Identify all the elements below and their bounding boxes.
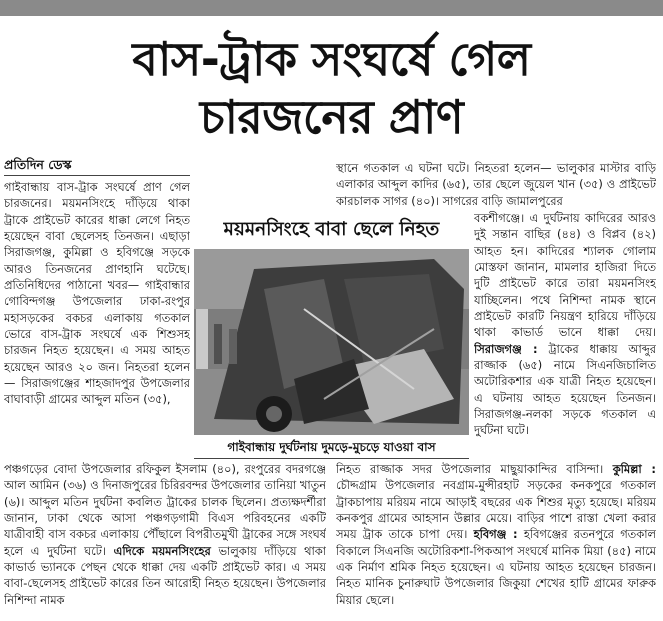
bottom-right-bold-habiganj: হবিগঞ্জ : (473, 527, 518, 542)
headline-line1: বাস-ট্রাক সংঘর্ষে গেল (132, 32, 531, 86)
col3-paragraph (474, 210, 656, 439)
headline-line2: চারজনের প্রাণ (199, 90, 464, 144)
photo-caption: গাইবান্ধায় দুর্ঘটনায় দুমড়ে-মুচড়ে যাওয়া বাস (227, 440, 436, 454)
article-column-3 (474, 210, 656, 455)
col2top-text: স্থানে গতকাল এ ঘটনা ঘটে। নিহতরা হলেন— ভালুকার মাস্টার বাড়ি এলাকার আব্দুল কাদির (৬৫), তার ছেলে জুয়েল খান (৩৫) ও প্রাইভেট কারচালক সাগর (৪০)। সাগরের বাড়ি জামালপুরের (336, 161, 656, 208)
caption-divider (194, 458, 469, 459)
col3-text: বকশীগঞ্জে। এ দুর্ঘটনায় কাদিরের আরও দুই সন্তান বাছির (৪৪) ও বিপ্লব (৪২) আহত হন। কাদিরের শ্যালক গোলাম মোস্তফা জানান, মামলার হাজিরা দিতে দুটি প্রাইভেট কারে তারা ময়মনসিংহ যাচ্ছিলেন। পথে নিশিন্দা নামক স্থানে প্রাইভেট কারটি নিয়ন্ত্রণ হারিয়ে দাঁড়িয়ে থাকা কাভার্ড ভানে ধাক্কা দেয়। (474, 211, 656, 340)
byline: প্রতিদিন ডেস্ক (4, 157, 72, 172)
subheadline: ময়মনসিংহে বাবা ছেলে নিহত (223, 219, 440, 240)
col3-bold-sirajganj: সিরাজগঞ্জ : (474, 341, 538, 356)
headline (0, 30, 663, 146)
bottom-right-text: নিহত রাজ্জাক সদর উপজেলার মাছুয়াকান্দির বাসিন্দা। (336, 462, 604, 476)
article-column-1 (4, 179, 190, 457)
bottom-right-text2: চৌদ্দগ্রাম উপজেলার নবগ্রাম-মুন্সীরহাট সড়কের কনকপুরে গতকাল ট্রাকচাপায় মরিয়ম নামে আড়াই বছরের এক শিশুর মৃত্যু হয়েছে। মরিয়ম কনকপুর গ্রামের আহসান উল্লার মেয়ে। বাড়ির পাশে রাস্তা খেলা করার সময় ট্রাক তাকে চাপা দেয়। (336, 478, 656, 542)
top-bar (0, 0, 663, 16)
bottom-left-bold: এদিকে ময়মনসিংহের (113, 543, 211, 558)
bottom-right-paragraph (336, 461, 656, 608)
article-column-2-top (336, 160, 656, 208)
bottom-left-text: পঞ্চগড়ের বোদা উপজেলার রফিকুল ইসলাম (৪০), রংপুরের বদরগঞ্জে আল আমিন (৩৬) ও দিনাজপুরের চিরিরবন্দর উপজেলার তানিয়া খাতুন (৬)। আব্দুল মতিন দুর্ঘটনা কবলিত ট্রাকের চালক ছিলেন। প্রত্যক্ষদর্শীরা জানান, ঢাকা থেকে আসা পঞ্চগড়গামী বিএস পরিবহনের একটি যাত্রীবাহী বাস বকচর এলাকায় পৌঁছালে বিপরীতমুখী ট্রাকের সঙ্গে সংঘর্ষ হলে এ দুর্ঘটনা ঘটে। (4, 462, 326, 558)
crashed-bus-photo (194, 249, 469, 435)
bottom-left-paragraph (4, 461, 326, 608)
bottom-right-bold-cumilla: কুমিল্লা : (612, 462, 656, 476)
col1-text: গাইবান্ধায় বাস-ট্রাক সংঘর্ষে প্রাণ গেল চারজনের। ময়মনসিংহে দাঁড়িয়ে থাকা ট্রাকে প্রাইভেট কারের ধাক্কা লেগে নিহত হয়েছেন বাবা ছেলেসহ তিনজন। এছাড়া সিরাজগঞ্জ, কুমিল্লা ও হবিগঞ্জে সড়কে আরও তিনজনের প্রাণহানি ঘটেছে। প্রতিনিধিদের পাঠানো খবর— গাইবান্ধার গোবিন্দগঞ্জ উপজেলার ঢাকা-রংপুর মহাসড়কের বকচর এলাকায় গতকাল ভোরে বাস-ট্রাক সংঘর্ষে এক শিশুসহ চারজন নিহত হয়েছেন। এ সময় আহত হয়েছেন আরও ২০ জন। নিহতরা হলেন— সিরাজগঞ্জের শাহজাদপুর উপজেলার বাঘাবাড়ী গ্রামের আব্দুল মতিন (৩৫), (4, 180, 190, 407)
article-bottom-left (4, 461, 326, 621)
bottom-right-text3: হবিগঞ্জের রতনপুরে গতকাল বিকালে সিএনজি অটোরিকশা-পিকআপ সংঘর্ষে মানিক মিয়া (৪৫) নামে এক নির্মাণ শ্রমিক নিহত হয়েছেন। এ ঘটনায় আহত হয়েছেন চারজন। নিহত মানিক চুনারুঘাট উপজেলার জিকুয়া শেখের হাটি গ্রামের ফারুক মিয়ার ছেলে। (336, 527, 656, 607)
bottom-left-rest: ভালুকায় দাঁড়িয়ে থাকা কাভার্ড ভ্যানকে পেছন থেকে ধাক্কা দেয় একটি প্রাইভেট কার। এ সময় বাবা-ছেলেসহ প্রাইভেট কারের তিন আরোহী নিহত হয়েছেন। উপজেলার নিশিন্দা নামক (4, 543, 326, 607)
article-bottom-right (336, 461, 656, 621)
news-photo (194, 249, 469, 435)
col3-rest: ট্রাকের ধাক্কায় আব্দুর রাজ্জাক (৬৫) নামে সিএনজিচালিত অটোরিকশার এক যাত্রী নিহত হয়েছেন। এ ঘটনায় আহত হয়েছেন তিনজন। সিরাজগঞ্জ-নলকা সড়কে গতকাল এ দুর্ঘটনা ঘটে। (474, 341, 656, 438)
byline-divider (4, 175, 190, 176)
